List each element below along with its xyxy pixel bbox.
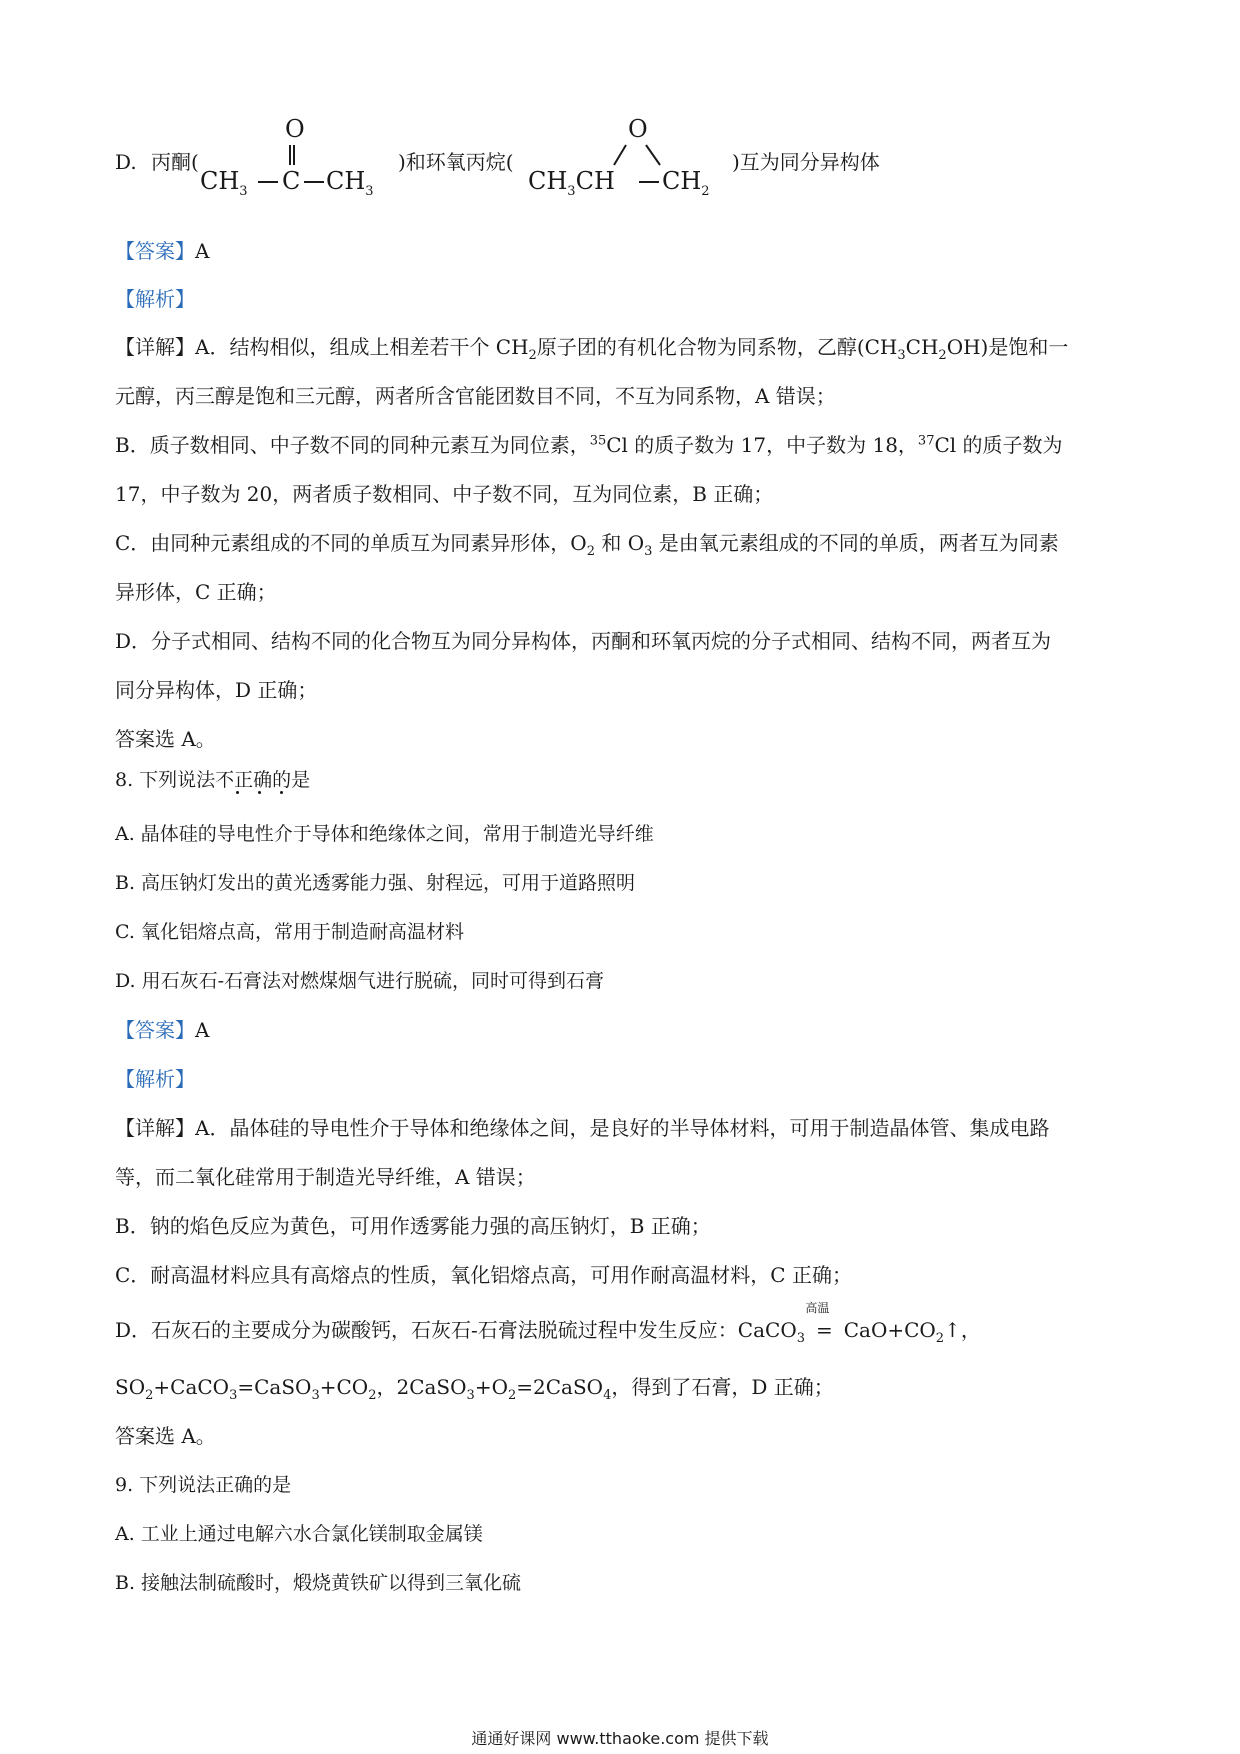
detail-tag: 【详解】 — [115, 335, 195, 359]
acetone-label: 丙酮( — [151, 150, 199, 174]
acetone-bond-right — [304, 181, 324, 183]
q8-option-b: B. 高压钠灯发出的黄光透雾能力强、射程远，可用于道路照明 — [115, 872, 636, 894]
acetone-carbon: C — [282, 167, 301, 195]
page-footer: 通通好课网 www.tthaoke.com 提供下载 — [471, 1729, 769, 1748]
q7-detail-b-line1: B．质子数相同、中子数不同的同种元素互为同位素，$^{35}$Cl 的质子数为 17，中子数为 18，$^{37}$Cl 的质子数为 — [115, 433, 1063, 457]
option-label: D. — [115, 150, 137, 174]
q7-answer: 【答案】A — [115, 239, 210, 263]
q8-detail-c: C．耐高温材料应具有高熔点的性质，氧化铝熔点高，可用作耐高温材料，C 正确； — [115, 1263, 852, 1287]
q8-option-a: A. 晶体硅的导电性介于导体和绝缘体之间，常用于制造光导纤维 — [115, 823, 654, 845]
q8-option-c: C. 氧化铝熔点高，常用于制造耐高温材料 — [115, 921, 464, 943]
isomer-text: )互为同分异构体 — [732, 150, 880, 174]
q8-detail-a-line2: 等，而二氧化硅常用于制造光导纤维，A 错误； — [115, 1165, 536, 1189]
q9-stem: 9. 下列说法正确的是 — [115, 1474, 292, 1496]
q7-detail-a-line2: 元醇，丙三醇是饱和三元醇，两者所含官能团数目不同，不互为同系物，A 错误； — [115, 384, 836, 408]
q8-analysis-tag: 【解析】 — [115, 1067, 195, 1091]
acetone-structure — [200, 115, 400, 205]
acetone-right-group: $CH_3$ — [326, 167, 374, 199]
epoxide-structure — [528, 115, 728, 205]
epoxide-right-group: $CH_2$ — [662, 167, 710, 199]
q9-option-b: B. 接触法制硫酸时，煅烧黄铁矿以得到三氧化硫 — [115, 1572, 522, 1594]
q7-detail-a-line1: 【详解】A．结构相似，组成上相差若干个 $CH_2$原子团的有机化合物为同系物，乙醇$(CH_3CH_2OH)$是饱和一 — [115, 335, 1069, 363]
q7-detail-c-line1: C．由同种元素组成的不同的单质互为同素异形体，$O_2$ 和 $O_3$ 是由氧元素组成的不同的单质，两者互为同素 — [115, 531, 1059, 559]
q7-analysis-tag: 【解析】 — [115, 287, 195, 311]
q8-final-answer: 答案选 A。 — [115, 1424, 216, 1448]
epoxide-label: )和环氧丙烷( — [398, 150, 514, 174]
acetone-double-bond — [289, 145, 295, 165]
q9-option-a: A. 工业上通过电解六水合氯化镁制取金属镁 — [115, 1523, 483, 1545]
q8-stem: 8. 下列说法不正确的是 — [115, 769, 311, 791]
q7-detail-d-line1: D．分子式相同、结构不同的化合物互为同分异构体，丙酮和环氧丙烷的分子式相同、结构不同，两者互为 — [115, 629, 1052, 653]
epoxide-oxygen: O — [628, 115, 648, 143]
q8-detail-b: B．钠的焰色反应为黄色，可用作透雾能力强的高压钠灯，B 正确； — [115, 1214, 711, 1238]
q8-detail-a-line1: 【详解】A．晶体硅的导电性介于导体和绝缘体之间，是良好的半导体材料，可用于制造晶体管、集成电路 — [115, 1116, 1050, 1140]
q7-final-answer: 答案选 A。 — [115, 727, 216, 751]
answer-tag: 【答案】 — [115, 239, 195, 263]
reaction-condition: 高温 = — [805, 1301, 833, 1342]
q8-option-d: D. 用石灰石-石膏法对燃煤烟气进行脱硫，同时可得到石膏 — [115, 970, 605, 992]
epoxide-ring-bonds — [528, 115, 728, 175]
q7-detail-d-line2: 同分异构体，D 正确； — [115, 678, 318, 702]
q7-detail-b-line2: 17，中子数为 20，两者质子数相同、中子数不同，互为同位素，B 正确； — [115, 482, 774, 506]
q8-answer: 【答案】A — [115, 1018, 210, 1042]
acetone-bond-left — [258, 181, 278, 183]
q7-option-d — [115, 148, 199, 176]
q8-detail-d-line2: $SO_2+CaCO_3=CaSO_3+CO_2$，$2CaSO_3+O_2=2CaSO_4$，得到了石膏，D 正确； — [115, 1375, 834, 1403]
q8-detail-d-line1: D．石灰石的主要成分为碳酸钙，石灰石-石膏法脱硫过程中发生反应：CaCO$_3$ 高温 = $CaO+CO_2↑$， — [115, 1301, 981, 1346]
epoxide-bond — [639, 181, 659, 183]
acetone-oxygen: O — [285, 115, 305, 143]
epoxide-left-group: $CH_3CH$ — [528, 167, 615, 199]
q7-detail-c-line2: 异形体，C 正确； — [115, 580, 277, 604]
acetone-left-group: $CH_3$ — [200, 167, 248, 199]
